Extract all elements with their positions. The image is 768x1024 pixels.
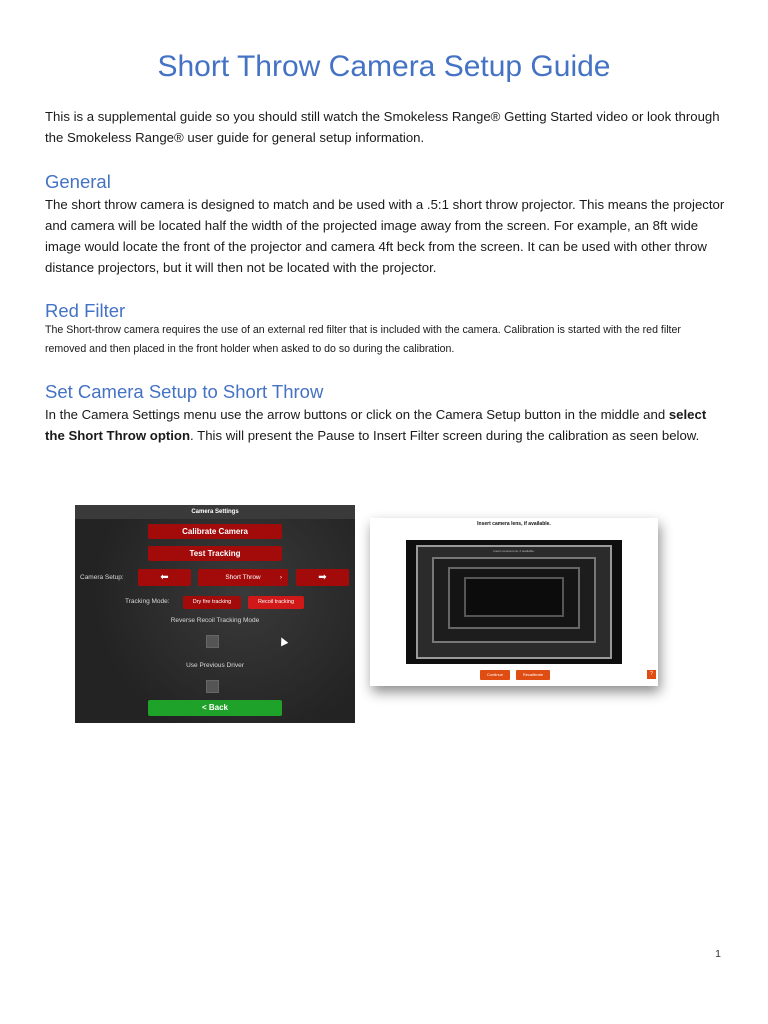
set-camera-heading: Set Camera Setup to Short Throw (45, 381, 324, 402)
red-filter-heading: Red Filter (45, 300, 126, 321)
red-filter-paragraph: The Short-throw camera requires the use of an external red filter that is included with the camera. Calibration is started with the red filter removed and then placed in the front holder when asked to do so during the calibration. (45, 324, 681, 355)
use-previous-driver-label: Use Previous Driver (186, 662, 244, 669)
inner-caption: Insert camera lens, if available. (493, 549, 535, 553)
reverse-recoil-checkbox[interactable] (206, 635, 219, 648)
camera-setup-prev-button[interactable] (138, 569, 191, 586)
recoil-tracking-button[interactable]: Recoil tracking (248, 596, 304, 609)
page-title: Short Throw Camera Setup Guide (157, 50, 611, 83)
reverse-recoil-label: Reverse Recoil Tracking Mode (170, 617, 260, 624)
camera-setup-value: Short Throw (225, 574, 261, 581)
page-number: 1 (715, 948, 721, 960)
recalibrate-button[interactable]: Recalibrate (516, 670, 550, 680)
back-button[interactable]: < Back (148, 700, 282, 716)
nested-frame (448, 567, 580, 629)
intro-paragraph: This is a supplemental guide so you should still watch the Smokeless Range® Getting Started video or look through the Smokeless Range® user guide for general setup information. (45, 109, 720, 145)
calibrate-camera-button[interactable]: Calibrate Camera (148, 524, 282, 539)
tracking-mode-label: Tracking Mode: (125, 598, 170, 605)
set-camera-bold-text: select the Short Throw option (45, 407, 707, 443)
nested-frame (464, 577, 564, 617)
set-camera-text-2: . This will present the Pause to Insert Filter screen during the calibration as seen below. (190, 428, 700, 443)
nested-frame (432, 557, 596, 643)
camera-settings-screenshot (75, 505, 355, 723)
insert-filter-caption: Insert camera lens, if available. (477, 521, 551, 527)
use-previous-driver-checkbox[interactable] (206, 680, 219, 693)
nested-frame (416, 545, 612, 659)
general-heading: General (45, 171, 111, 192)
continue-button[interactable]: Continue (480, 670, 510, 680)
camera-setup-value-button[interactable] (198, 569, 288, 586)
dry-fire-tracking-button[interactable]: Dry fire tracking (183, 596, 241, 609)
arrow-right-icon: ➡ (318, 572, 327, 583)
camera-setup-label: Camera Setup: (80, 574, 124, 581)
arrow-left-icon: ⬅ (160, 572, 169, 583)
camera-settings-header: Camera Settings (75, 505, 355, 519)
corner-help-button[interactable]: ? (647, 670, 656, 679)
general-paragraph: The short throw camera is designed to match and be used with a .5:1 short throw projector. This means the projector and camera will be located half the width of the projected image away from the screen. For example, an 8ft wide image would locate the front of the projector and camera 4ft beck from the screen. It can be used with other throw distance projectors, but it will then not be located with the projector. (45, 197, 725, 275)
insert-filter-screenshot (370, 518, 658, 686)
chevron-right-icon: › (279, 574, 282, 581)
camera-setup-next-button[interactable] (296, 569, 349, 586)
test-tracking-button[interactable]: Test Tracking (148, 546, 282, 561)
set-camera-paragraph (45, 404, 725, 446)
set-camera-text-1: In the Camera Settings menu use the arrow buttons or click on the Camera Setup button in the middle and (45, 407, 669, 422)
calibration-preview (406, 540, 622, 664)
mouse-cursor-icon (278, 636, 289, 647)
